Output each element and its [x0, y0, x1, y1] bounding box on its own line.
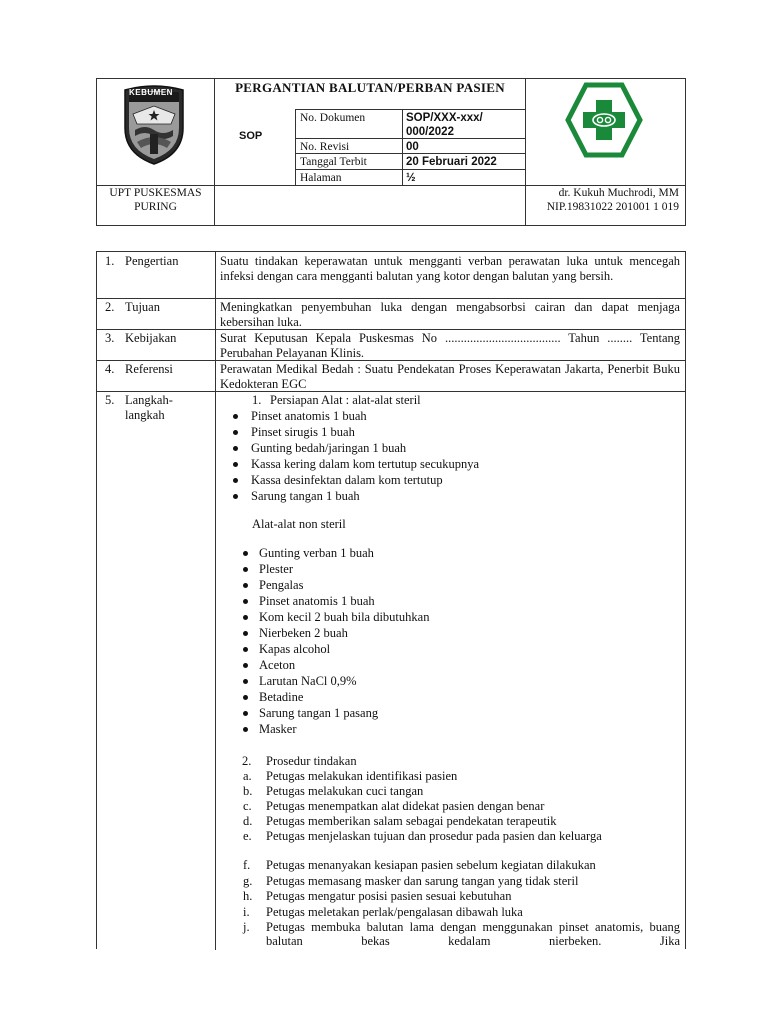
logo-text: KEBUMEN [129, 88, 173, 97]
divider [97, 298, 686, 299]
procedure-step: Petugas meletakan perlak/pengalasan dibawah luka [266, 905, 523, 919]
section-label: Tujuan [125, 300, 160, 314]
divider [97, 360, 686, 361]
list-item: Kapas alcohol [259, 642, 331, 656]
procedure-letter: e. [243, 829, 252, 843]
procedure-step: Petugas menanyakan kesiapan pasien sebelum kegiatan dilakukan [266, 858, 596, 872]
list-item: Betadine [259, 690, 304, 704]
signatory-nip: NIP.19831022 201001 1 019 [546, 201, 679, 213]
procedure-letter: b. [243, 784, 253, 798]
list-item: Kassa kering dalam kom tertutup secukupnya [251, 457, 480, 471]
list-item: Gunting verban 1 buah [259, 546, 374, 560]
section-label: Pengertian [125, 254, 179, 268]
bullet-icon [233, 494, 238, 499]
procedure-step: Petugas menjelaskan tujuan dan prosedur pada pasien dan keluarga [266, 829, 602, 843]
list-item: Kassa desinfektan dalam kom tertutup [251, 473, 443, 487]
signatory-name: dr. Kukuh Muchrodi, MM [558, 187, 679, 199]
procedure-letter: f. [243, 858, 251, 872]
procedure-letter: h. [243, 889, 253, 903]
list-item: Larutan NaCl 0,9% [259, 674, 357, 688]
part-number: 2. [242, 754, 252, 768]
purpose-text: Meningkatkan penyembuhan luka dengan mengabsorbsi cairan dan dapat menjaga kebersihan luka. [220, 300, 680, 329]
bullet-icon [233, 414, 238, 419]
sop-header [96, 78, 686, 226]
bullet-icon [243, 631, 248, 636]
procedure-letter: a. [243, 769, 252, 783]
part-number: 1. [252, 393, 262, 407]
bullet-icon [233, 478, 238, 483]
list-item: Aceton [259, 658, 296, 672]
section-number: 4. [105, 362, 115, 376]
bullet-icon [243, 679, 248, 684]
bullet-icon [233, 430, 238, 435]
divider [402, 109, 403, 185]
nonsterile-title: Alat-alat non steril [252, 517, 346, 531]
procedure-step: Petugas membuka balutan lama dengan menggunakan pinset anatomis, buang balutan bekas kedalam nierbeken. Jika [266, 920, 680, 948]
page-number: ½ [406, 172, 416, 184]
reference-text: Perawatan Medikal Bedah : Suatu Pendekatan Proses Keperawatan Jakarta, Penerbit Buku Kedokteran EGC [220, 362, 680, 391]
list-item: Sarung tangan 1 buah [251, 489, 360, 503]
field-label: Tanggal Terbit [300, 156, 367, 168]
section-label: Langkah-langkah [125, 393, 173, 422]
divider [214, 79, 215, 226]
divider [295, 109, 296, 185]
section-label: Kebijakan [125, 331, 177, 345]
bullet-icon [243, 599, 248, 604]
list-item: Pengalas [259, 578, 304, 592]
list-item: Pinset sirugis 1 buah [251, 425, 355, 439]
part1-title: Persiapan Alat : alat-alat steril [270, 393, 421, 407]
sop-content-table [96, 251, 686, 949]
field-label: No. Dokumen [300, 112, 366, 124]
field-label: Halaman [300, 172, 342, 184]
list-item: Plester [259, 562, 294, 576]
divider [215, 252, 216, 950]
list-item: Pinset anatomis 1 buah [259, 594, 375, 608]
divider [97, 391, 686, 392]
revision-number: 00 [406, 141, 419, 153]
section-label: Referensi [125, 362, 173, 376]
list-item: Kom kecil 2 buah bila dibutuhkan [259, 610, 430, 624]
procedure-letter: d. [243, 814, 253, 828]
procedure-step: Petugas menempatkan alat didekat pasien dengan benar [266, 799, 545, 813]
puskesmas-logo [565, 82, 643, 158]
procedure-letter: c. [243, 799, 252, 813]
section-number: 1. [105, 254, 115, 268]
procedure-step: Petugas memasang masker dan sarung tangan yang tidak steril [266, 874, 579, 888]
list-item: Nierbeken 2 buah [259, 626, 348, 640]
bullet-icon [233, 446, 238, 451]
section-number: 2. [105, 300, 115, 314]
section-number: 5. [105, 393, 115, 407]
organization-name: UPT PUSKESMAS PURING [109, 187, 202, 213]
issue-date: 20 Februari 2022 [406, 156, 497, 168]
bullet-icon [243, 663, 248, 668]
bullet-icon [243, 615, 248, 620]
divider [97, 329, 686, 330]
field-label: No. Revisi [300, 141, 350, 153]
list-item: Masker [259, 722, 297, 736]
bullet-icon [243, 551, 248, 556]
part2-title: Prosedur tindakan [266, 754, 357, 768]
bullet-icon [233, 462, 238, 467]
document-number: SOP/XXX-xxx/ 000/2022 [406, 112, 483, 138]
procedure-step: Petugas memberikan salam sebagai pendekatan terapeutik [266, 814, 557, 828]
procedure-letter: g. [243, 874, 253, 888]
bullet-icon [243, 583, 248, 588]
list-item: Gunting bedah/jaringan 1 buah [251, 441, 407, 455]
bullet-icon [243, 695, 248, 700]
procedure-letter: j. [243, 920, 250, 934]
bullet-icon [243, 727, 248, 732]
divider [295, 109, 526, 110]
policy-text: Surat Keputusan Kepala Puskesmas No ..................................... Tahun ........ Tentang Perubahan Pelayanan Klinis. [220, 331, 680, 360]
procedure-step: Petugas mengatur posisi pasien sesuai kebutuhan [266, 889, 512, 903]
divider [295, 169, 526, 170]
section-number: 3. [105, 331, 115, 345]
bullet-icon [243, 567, 248, 572]
procedure-step: Petugas melakukan identifikasi pasien [266, 769, 458, 783]
bullet-icon [243, 711, 248, 716]
list-item: Sarung tangan 1 pasang [259, 706, 379, 720]
bullet-icon [243, 647, 248, 652]
procedure-step: Petugas melakukan cuci tangan [266, 784, 424, 798]
procedure-letter: i. [243, 905, 250, 919]
document-title: PERGANTIAN BALUTAN/PERBAN PASIEN [235, 80, 505, 95]
list-item: Pinset anatomis 1 buah [251, 409, 367, 423]
sop-label: SOP [239, 130, 263, 142]
definition-text: Suatu tindakan keperawatan untuk mengganti verban perawatan luka untuk mencegah infeksi dengan cara mengganti balutan yang kotor dengan balutan yang bersih. [220, 254, 680, 283]
